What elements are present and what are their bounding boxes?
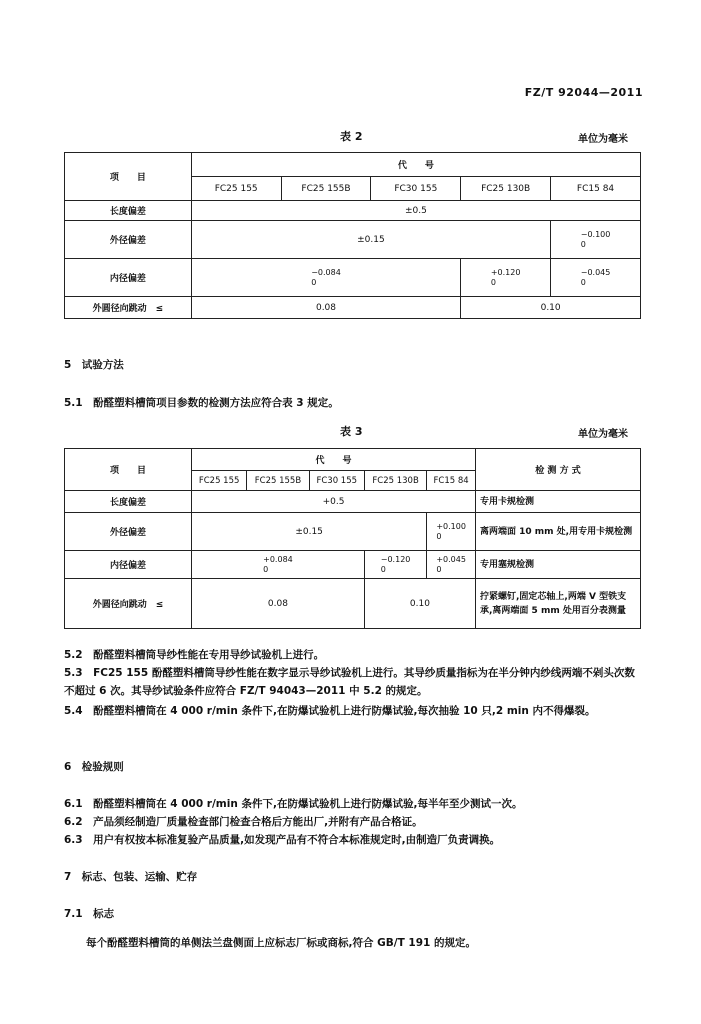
section5-title: 5 试验方法 bbox=[64, 359, 124, 371]
tol-upper: +0.084 bbox=[263, 554, 293, 564]
table2-inner-label: 内径偏差 bbox=[65, 259, 192, 297]
table2-header-item: 项 目 bbox=[65, 153, 192, 201]
table2-code-3: FC30 155 bbox=[371, 177, 461, 201]
table2 bbox=[64, 152, 641, 319]
para-6-2: 6.2 产品须经制造厂质量检查部门检查合格后方能出厂,并附有产品合格证。 bbox=[64, 816, 423, 828]
table3-runout-b: 0.10 bbox=[364, 579, 475, 629]
table3-outer-method: 离两端面 10 mm 处,用专用卡规检测 bbox=[476, 513, 641, 551]
tol-upper: +0.120 bbox=[490, 267, 521, 277]
table2-outer-fc15 bbox=[551, 221, 641, 259]
tol-upper: −0.120 bbox=[380, 554, 411, 564]
table2-outer-value: ±0.15 bbox=[191, 221, 550, 259]
tol-lower: 0 bbox=[580, 277, 586, 287]
table3-inner-a bbox=[192, 551, 365, 579]
tol-upper: −0.100 bbox=[580, 229, 611, 239]
section7-title: 7 标志、包装、运输、贮存 bbox=[64, 871, 198, 883]
para-7-1: 每个酚醛塑料槽筒的单侧法兰盘侧面上应标志厂标或商标,符合 GB/T 191 的规定。 bbox=[86, 937, 476, 949]
section7-1-title: 7.1 标志 bbox=[64, 908, 115, 920]
table3-unit: 单位为毫米 bbox=[578, 429, 628, 440]
para-5-1: 5.1 酚醛塑料槽筒项目参数的检测方法应符合表 3 规定。 bbox=[64, 397, 339, 409]
table2-runout-b: 0.10 bbox=[461, 297, 641, 319]
tol-lower: 0 bbox=[436, 564, 442, 574]
table2-unit: 单位为毫米 bbox=[578, 134, 628, 145]
table2-caption: 表 2 bbox=[340, 130, 363, 143]
tol-lower: 0 bbox=[490, 277, 496, 287]
tol-lower: 0 bbox=[263, 564, 269, 574]
table2-inner-c bbox=[551, 259, 641, 297]
table3-code-5: FC15 84 bbox=[427, 471, 476, 491]
tol-lower: 0 bbox=[580, 239, 586, 249]
tol-upper: −0.084 bbox=[311, 267, 341, 277]
table2-header-code: 代 号 bbox=[191, 153, 640, 177]
tol-lower: 0 bbox=[311, 277, 317, 287]
table2-runout-a: 0.08 bbox=[191, 297, 460, 319]
table2-code-2: FC25 155B bbox=[281, 177, 371, 201]
table3-runout-a: 0.08 bbox=[192, 579, 365, 629]
table3-caption: 表 3 bbox=[340, 425, 363, 438]
para-5-4: 5.4 酚醛塑料槽筒在 4 000 r/min 条件下,在防爆试验机上进行防爆试验,每次抽验 10 只,2 min 内不得爆裂。 bbox=[64, 705, 596, 717]
table2-length-label: 长度偏差 bbox=[65, 201, 192, 221]
tol-lower: 0 bbox=[436, 531, 442, 541]
table3-runout-method: 拧紧螺钉,固定芯轴上,两端 V 型铁支承,离两端面 5 mm 处用百分表测量 bbox=[476, 579, 641, 629]
para-6-1: 6.1 酚醛塑料槽筒在 4 000 r/min 条件下,在防爆试验机上进行防爆试验,每半年至少测试一次。 bbox=[64, 798, 523, 810]
table3-inner-b bbox=[364, 551, 426, 579]
table3-outer-value: ±0.15 bbox=[192, 513, 427, 551]
table3-code-3: FC30 155 bbox=[309, 471, 364, 491]
table3-length-value: +0.5 bbox=[192, 491, 476, 513]
table2-runout-label: 外圆径向跳动 ≤ bbox=[65, 297, 192, 319]
table3-length-method: 专用卡规检测 bbox=[476, 491, 641, 513]
table2-inner-a bbox=[191, 259, 460, 297]
document-code: FZ/T 92044—2011 bbox=[524, 86, 643, 99]
tol-upper: +0.100 bbox=[436, 521, 466, 531]
table2-code-1: FC25 155 bbox=[191, 177, 281, 201]
table2-code-4: FC25 130B bbox=[461, 177, 551, 201]
table3-outer-fc15 bbox=[427, 513, 476, 551]
table2-length-value: ±0.5 bbox=[191, 201, 640, 221]
table3-header-item: 项 目 bbox=[65, 449, 192, 491]
table3-code-4: FC25 130B bbox=[364, 471, 426, 491]
table3-inner-label: 内径偏差 bbox=[65, 551, 192, 579]
table3-outer-label: 外径偏差 bbox=[65, 513, 192, 551]
table3-inner-c bbox=[427, 551, 476, 579]
para-6-3: 6.3 用户有权按本标准复验产品质量,如发现产品有不符合本标准规定时,由制造厂负责调换。 bbox=[64, 834, 501, 846]
tol-upper: +0.045 bbox=[436, 554, 466, 564]
table3-header-code: 代 号 bbox=[192, 449, 476, 471]
table2-code-5: FC15 84 bbox=[551, 177, 641, 201]
table3-inner-method: 专用塞规检测 bbox=[476, 551, 641, 579]
para-5-3: 5.3 FC25 155 酚醛塑料槽筒导纱性能在数字显示导纱试验机上进行。其导纱质量指标为在半分钟内纱线两端不剁头次数不超过 6 次。其导纱试验条件应符合 FZ/T 94043—2011 中 5.2 的规定。 bbox=[64, 667, 635, 697]
tol-lower: 0 bbox=[380, 564, 386, 574]
table2-inner-b bbox=[461, 259, 551, 297]
section6-title: 6 检验规则 bbox=[64, 761, 124, 773]
table3 bbox=[64, 448, 641, 629]
table3-code-1: FC25 155 bbox=[192, 471, 247, 491]
table3-length-label: 长度偏差 bbox=[65, 491, 192, 513]
para-5-2: 5.2 酚醛塑料槽筒导纱性能在专用导纱试验机上进行。 bbox=[64, 649, 325, 661]
table3-runout-label: 外圆径向跳动 ≤ bbox=[65, 579, 192, 629]
tol-upper: −0.045 bbox=[580, 267, 611, 277]
table3-code-2: FC25 155B bbox=[247, 471, 309, 491]
table3-header-method: 检 测 方 式 bbox=[476, 449, 641, 491]
table2-outer-label: 外径偏差 bbox=[65, 221, 192, 259]
